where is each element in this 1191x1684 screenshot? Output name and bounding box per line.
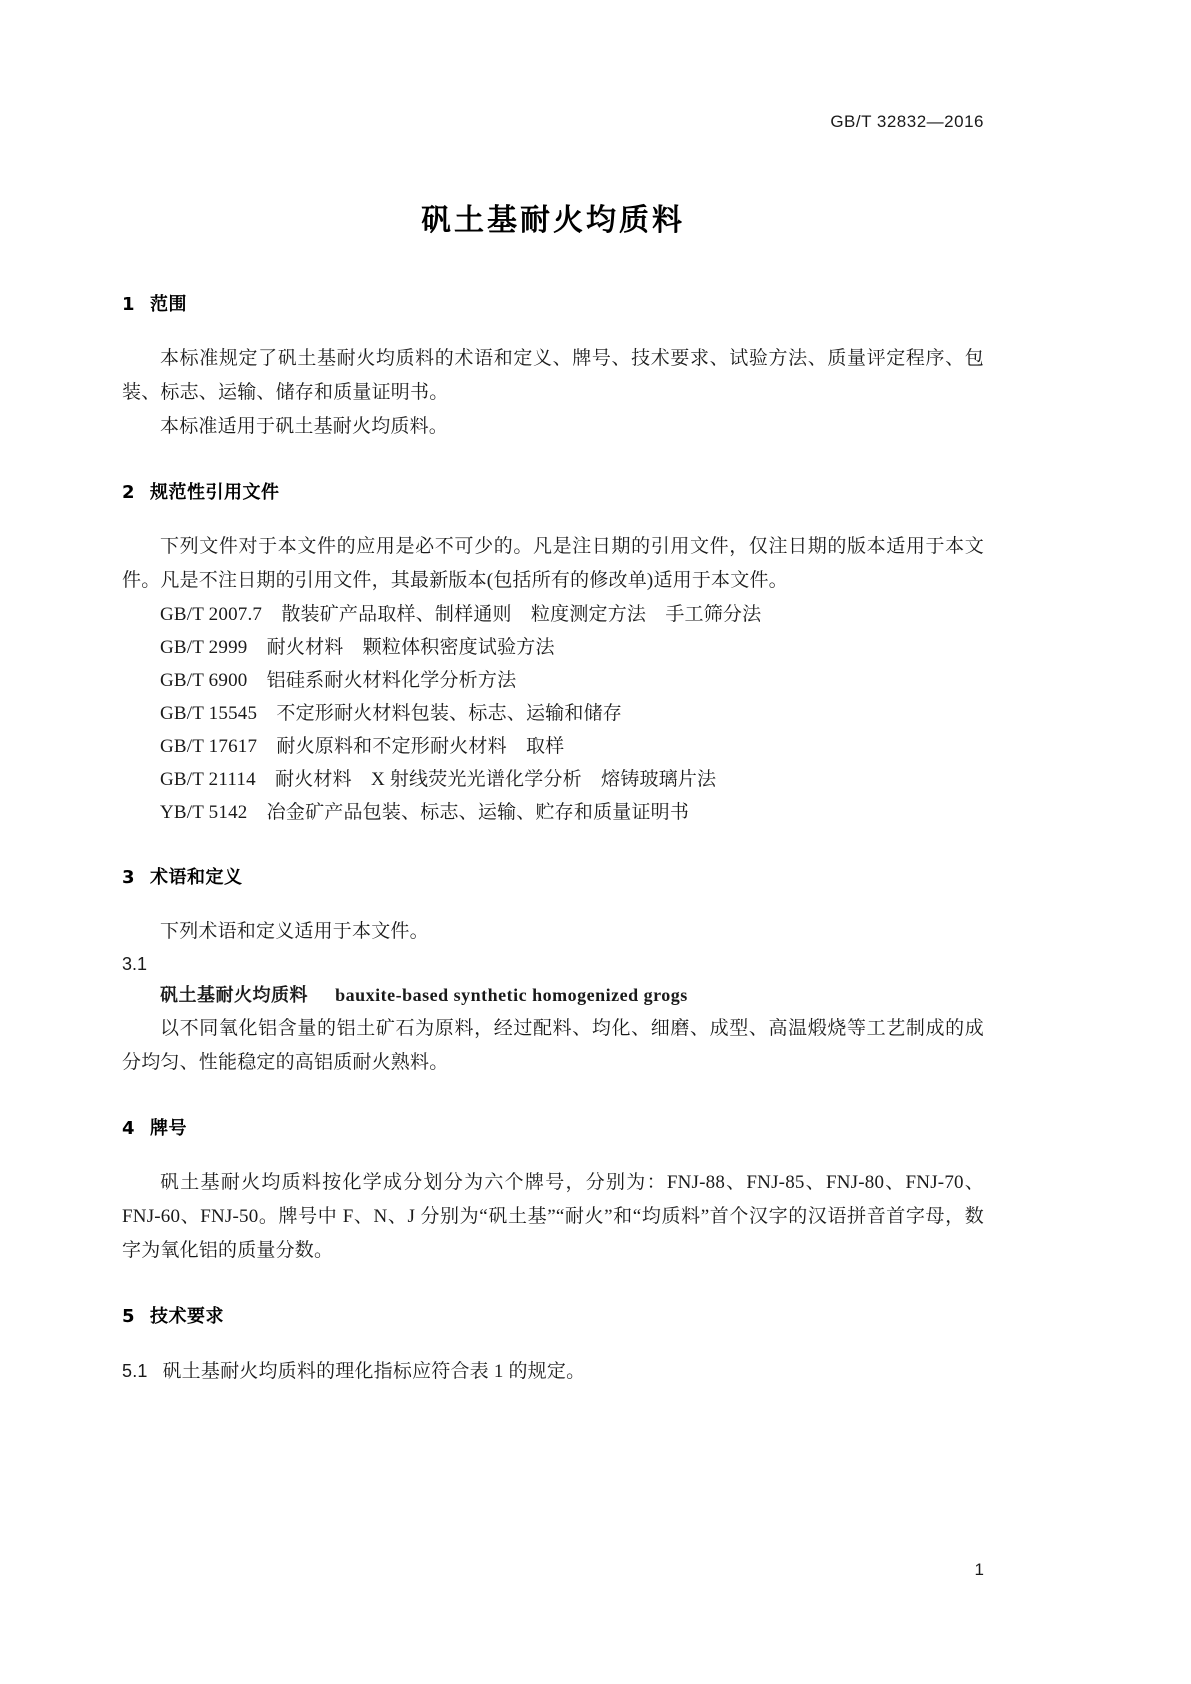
section-3-paragraph-2: 以不同氧化铝含量的铝土矿石为原料，经过配料、均化、细磨、成型、高温煅烧等工艺制成的成分均匀、性能稳定的高铝质耐火熟料。 <box>122 1018 984 1073</box>
section-heading-3 <box>122 863 984 889</box>
section-number-2: 2 <box>122 482 136 503</box>
reference-item: GB/T 15545 不定形耐火材料包装、标志、运输和储存 <box>160 703 622 724</box>
document-title: 矾土基耐火均质料 <box>421 203 685 238</box>
section-1-paragraph-2: 本标准适用于矾土基耐火均质料。 <box>160 416 449 437</box>
section-title-2: 规范性引用文件 <box>150 482 280 503</box>
section-number-4: 4 <box>122 1118 136 1139</box>
reference-item: YB/T 5142 冶金矿产品包装、标志、运输、贮存和质量证明书 <box>160 802 690 823</box>
reference-item: GB/T 2999 耐火材料 颗粒体积密度试验方法 <box>160 637 555 658</box>
section-title-1: 范围 <box>150 294 187 315</box>
reference-item: GB/T 17617 耐火原料和不定形耐火材料 取样 <box>160 736 565 757</box>
reference-item: GB/T 21114 耐火材料 X 射线荧光光谱化学分析 熔铸玻璃片法 <box>160 769 717 790</box>
term-chinese: 矾土基耐火均质料 <box>160 985 308 1006</box>
page-number: 1 <box>974 1560 984 1579</box>
section-3-paragraph-1: 下列术语和定义适用于本文件。 <box>160 921 429 942</box>
sub-clause-text-5-1: 矾土基耐火均质料的理化指标应符合表 1 的规定。 <box>162 1361 586 1382</box>
term-english: bauxite-based synthetic homogenized grogs <box>335 985 688 1005</box>
section-number-3: 3 <box>122 867 136 888</box>
section-1-paragraph-1: 本标准规定了矾土基耐火均质料的术语和定义、牌号、技术要求、试验方法、质量评定程序、包装、标志、运输、储存和质量证明书。 <box>122 348 984 403</box>
sub-clause-5-1 <box>122 1354 984 1389</box>
section-number-5: 5 <box>122 1306 136 1327</box>
section-title-3: 术语和定义 <box>150 867 243 888</box>
standard-number-header: GB/T 32832—2016 <box>830 112 984 131</box>
term-definition-line <box>122 979 984 1012</box>
section-heading-5 <box>122 1302 984 1328</box>
section-4-paragraph-1: 矾土基耐火均质料按化学成分划分为六个牌号，分别为：FNJ-88、FNJ-85、FNJ-80、FNJ-70、FNJ-60、FNJ-50。牌号中 F、N、J 分别为“矾土基”“耐火”和“均质料”首个汉字的汉语拼音首字母，数字为氧化铝的质量分数。 <box>122 1172 984 1261</box>
sub-clause-number-5-1: 5.1 <box>122 1361 148 1381</box>
section-2-paragraph-1: 下列文件对于本文件的应用是必不可少的。凡是注日期的引用文件，仅注日期的版本适用于本文件。凡是不注日期的引用文件，其最新版本(包括所有的修改单)适用于本文件。 <box>122 536 984 591</box>
section-title-4: 牌号 <box>150 1118 187 1139</box>
reference-item: GB/T 2007.7 散装矿产品取样、制样通则 粒度测定方法 手工筛分法 <box>160 604 762 625</box>
section-title-5: 技术要求 <box>150 1306 224 1327</box>
section-heading-1 <box>122 290 984 316</box>
reference-item: GB/T 6900 铝硅系耐火材料化学分析方法 <box>160 670 517 691</box>
clause-number-3-1: 3.1 <box>122 954 148 974</box>
page-footer <box>122 1550 984 1580</box>
document-body <box>122 290 984 1389</box>
section-number-1: 1 <box>122 294 136 315</box>
section-heading-2 <box>122 478 984 504</box>
section-heading-4 <box>122 1114 984 1140</box>
